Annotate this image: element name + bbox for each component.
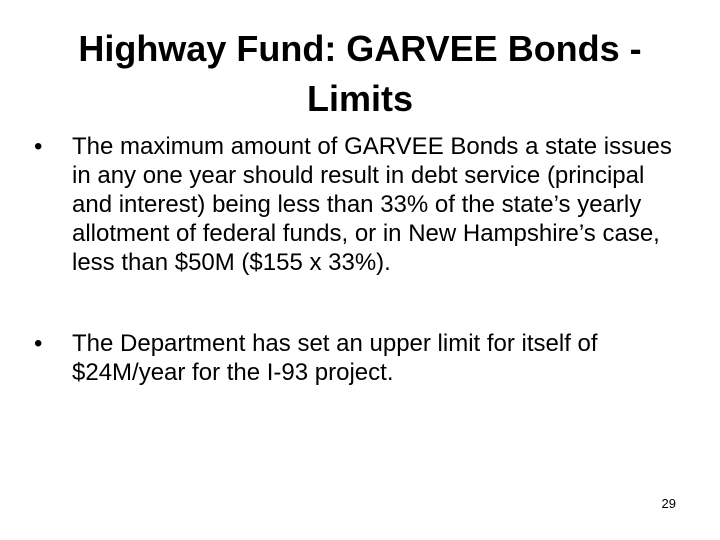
slide-title [20, 24, 700, 124]
slide-title-line-2: Limits [306, 78, 413, 119]
bullet-list [34, 132, 684, 387]
bullet-item-department-limit [34, 329, 684, 387]
bullet-item-debt-service-limit [34, 132, 684, 277]
slide-title-line-1: Highway Fund: GARVEE Bonds - [78, 28, 642, 69]
page-number: 29 [661, 496, 676, 511]
bullet-text: The maximum amount of GARVEE Bonds a state issues in any one year should result in debt service (principal and interest) being less than 33% of the state’s yearly allotment of federal funds, or in New Hampshire’s case, less than $50M ($155 x 33%). [72, 133, 672, 276]
bullet-text: The Department has set an upper limit for itself of $24M/year for the I-93 project. [72, 330, 598, 386]
bullet-icon: • [34, 133, 43, 160]
bullet-icon: • [34, 330, 43, 357]
